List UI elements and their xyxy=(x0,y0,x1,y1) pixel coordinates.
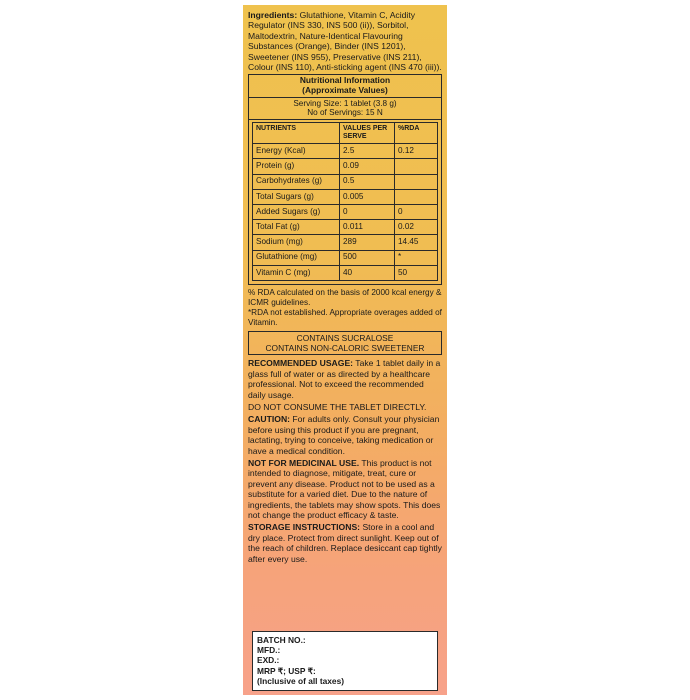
table-row: Carbohydrates (g) 0.5 xyxy=(253,174,438,189)
manufacture-date: MFD.: xyxy=(257,645,281,656)
serving-size: Serving Size: 1 tablet (3.8 g) xyxy=(293,98,397,108)
rda-basis-note: % RDA calculated on the basis of 2000 kcal energy & ICMR guidelines. xyxy=(248,287,442,307)
storage-section xyxy=(248,522,442,564)
header-rda: %RDA xyxy=(395,123,438,144)
tax-note: (Inclusive of all taxes) xyxy=(257,675,345,686)
servings-count: No of Servings: 15 N xyxy=(307,108,383,118)
do-not-consume-warning: DO NOT CONSUME THE TABLET DIRECTLY. xyxy=(248,401,427,412)
table-row: Glutathione (mg) 500 * xyxy=(253,250,438,265)
contains-box xyxy=(248,331,442,355)
nutrition-table-header xyxy=(253,123,438,144)
expiry-date: EXD.: xyxy=(257,655,280,666)
nutrition-table xyxy=(252,122,438,281)
price-info: MRP ₹; USP ₹: xyxy=(257,665,316,676)
rda-notes xyxy=(248,288,442,328)
serving-info xyxy=(249,98,441,121)
contains-sweetener: CONTAINS NON-CALORIC SWEETENER xyxy=(265,343,425,354)
product-label xyxy=(243,5,447,695)
not-medicinal-text: This product is not intended to diagnose, mitigate, treat, cure or prevent any disease. Product not to be used as a substitute for a varied diet. Due to the nature of ingredients, the tablets may show spots. This does not change the product efficacy & taste. xyxy=(248,457,441,520)
caution-section xyxy=(248,414,442,456)
rda-not-established-note: *RDA not established. Appropriate overages added of Vitamin. xyxy=(248,307,442,327)
not-medicinal-section xyxy=(248,458,442,520)
table-row: Energy (Kcal) 2.5 0.12 xyxy=(253,144,438,159)
ingredients-heading: Ingredients: xyxy=(248,10,298,20)
caution-heading: CAUTION: xyxy=(248,414,291,425)
table-row: Vitamin C (mg) 40 50 xyxy=(253,265,438,280)
storage-text: Store in a cool and dry place. Protect from direct sunlight. Keep out of the reach of children. Replace desiccant cap tightly after every use. xyxy=(248,522,442,564)
nutrition-panel xyxy=(248,74,442,284)
recommended-heading: RECOMMENDED USAGE: xyxy=(248,358,354,369)
caution-text: For adults only. Consult your physician before using this product if you are pregnant, lactating, trying to conceive, taking medication or have a medical condition. xyxy=(248,414,440,456)
header-values: VALUES PER SERVE xyxy=(340,123,395,144)
table-row: Added Sugars (g) 0 0 xyxy=(253,204,438,219)
table-row: Protein (g) 0.09 xyxy=(253,159,438,174)
header-nutrients: NUTRIENTS xyxy=(253,123,340,144)
ingredients-text: Glutathione, Vitamin C, Acidity Regulator (INS 330, INS 500 (ii)), Sorbitol, Maltodextrin, Nature-Identical Flavouring Substances (Orange), Binder (INS 1201), Sweetener (INS 955), Preservative (INS 211), Colour (INS 110), Anti-sticking agent (INS 470 (iii)). xyxy=(248,10,442,73)
table-row: Total Fat (g) 0.011 0.02 xyxy=(253,220,438,235)
storage-heading: STORAGE INSTRUCTIONS: xyxy=(248,522,361,533)
not-medicinal-heading: NOT FOR MEDICINAL USE. xyxy=(248,457,360,468)
recommended-text: Take 1 tablet daily in a glass full of water or as directed by a healthcare professional. Not to exceed the recommended daily usage. xyxy=(248,358,441,400)
contains-sucralose: CONTAINS SUCRALOSE xyxy=(296,332,394,343)
batch-number: BATCH NO.: xyxy=(257,635,306,645)
table-row: Total Sugars (g) 0.005 xyxy=(253,189,438,204)
recommended-usage xyxy=(248,358,442,400)
ingredients-section xyxy=(248,10,442,72)
batch-info-box xyxy=(252,631,438,691)
table-row: Sodium (mg) 289 14.45 xyxy=(253,235,438,250)
nutrition-title: Nutritional Information (Approximate Values) xyxy=(249,75,441,97)
